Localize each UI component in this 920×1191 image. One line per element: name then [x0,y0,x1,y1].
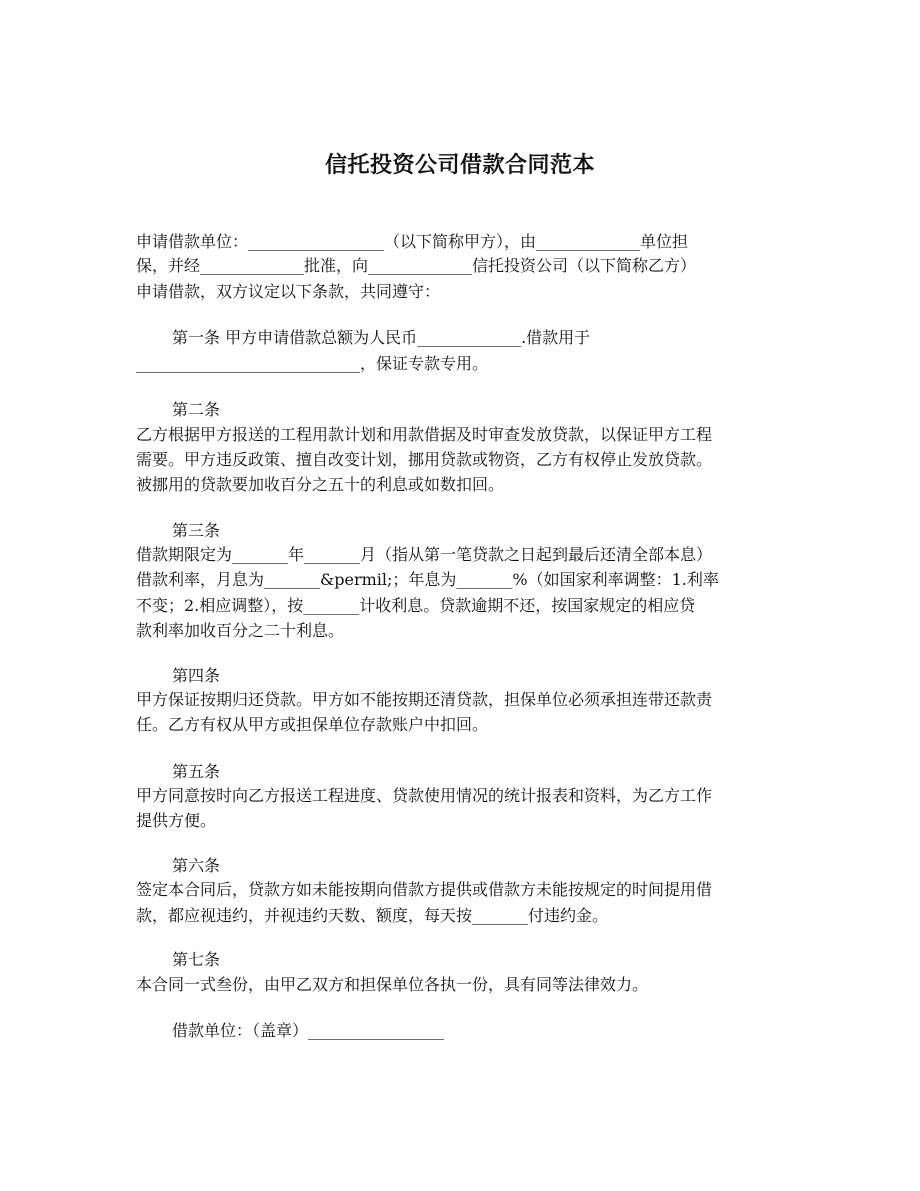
article-7-line: 本合同一式叁份，由甲乙双方和担保单位各执一份，具有同等法律效力。 [136,975,649,994]
article-6-line: 款，都应视违约，并视违约天数、额度，每天按_______付违约金。 [136,906,609,925]
article-5-line: 提供方便。 [136,811,217,830]
article-4-line: 任。乙方有权从甲方或担保单位存款账户中扣回。 [136,715,489,734]
article-2-line: 乙方根据甲方报送的工程用款计划和用款借据及时审查发放贷款，以保证甲方工程 [136,425,713,444]
article-4-line: 甲方保证按期归还贷款。甲方如不能按期还清贷款，担保单位必须承担连带还款责 [136,690,713,709]
article-3-heading: 第三条 [172,521,221,540]
article-3-line: 不变；2.相应调整），按_______计收利息。贷款逾期不还，按国家规定的相应贷 [136,596,696,615]
article-1-heading: 第一条 甲方申请借款总额为人民币_____________.借款用于 [172,328,591,347]
article-4-heading: 第四条 [172,666,221,685]
article-5-line: 甲方同意按时向乙方报送工程进度、贷款使用情况的统计报表和资料，为乙方工作 [136,786,713,805]
article-7-heading: 第七条 [172,950,221,969]
article-2-heading: 第二条 [172,400,221,419]
article-3-line: 借款期限定为_______年_______月（指从第一笔贷款之日起到最后还清全部本息） [136,545,713,564]
signature-line: 借款单位：（盖章）_________________ [172,1021,445,1040]
article-6-line: 签定本合同后，贷款方如未能按期向借款方提供或借款方未能按规定的时间提用借 [136,880,713,899]
preamble-line: 申请借款单位：_________________（以下简称甲方），由_____________单位担 [136,232,689,251]
article-3-line: 款利率加收百分之二十利息。 [136,621,345,640]
preamble-line: 保，并经_____________批准，向_____________信托投资公司（以下简称乙方） [136,256,697,275]
article-6-heading: 第六条 [172,856,221,875]
article-2-line: 需要。甲方违反政策、擅自改变计划，挪用贷款或物资，乙方有权停止发放贷款。 [136,450,713,469]
article-3-line: 借款利率，月息为_______&permil;；年息为_______%（如国家利率调整：1.利率 [136,570,719,589]
document-title: 信托投资公司借款合同范本 [324,152,595,178]
article-2-line: 被挪用的贷款要加收百分之五十的利息或如数扣回。 [136,475,505,494]
article-5-heading: 第五条 [172,762,221,781]
article-1-line: ____________________________，保证专款专用。 [136,354,489,373]
preamble-line: 申请借款，双方议定以下条款，共同遵守： [136,282,441,301]
